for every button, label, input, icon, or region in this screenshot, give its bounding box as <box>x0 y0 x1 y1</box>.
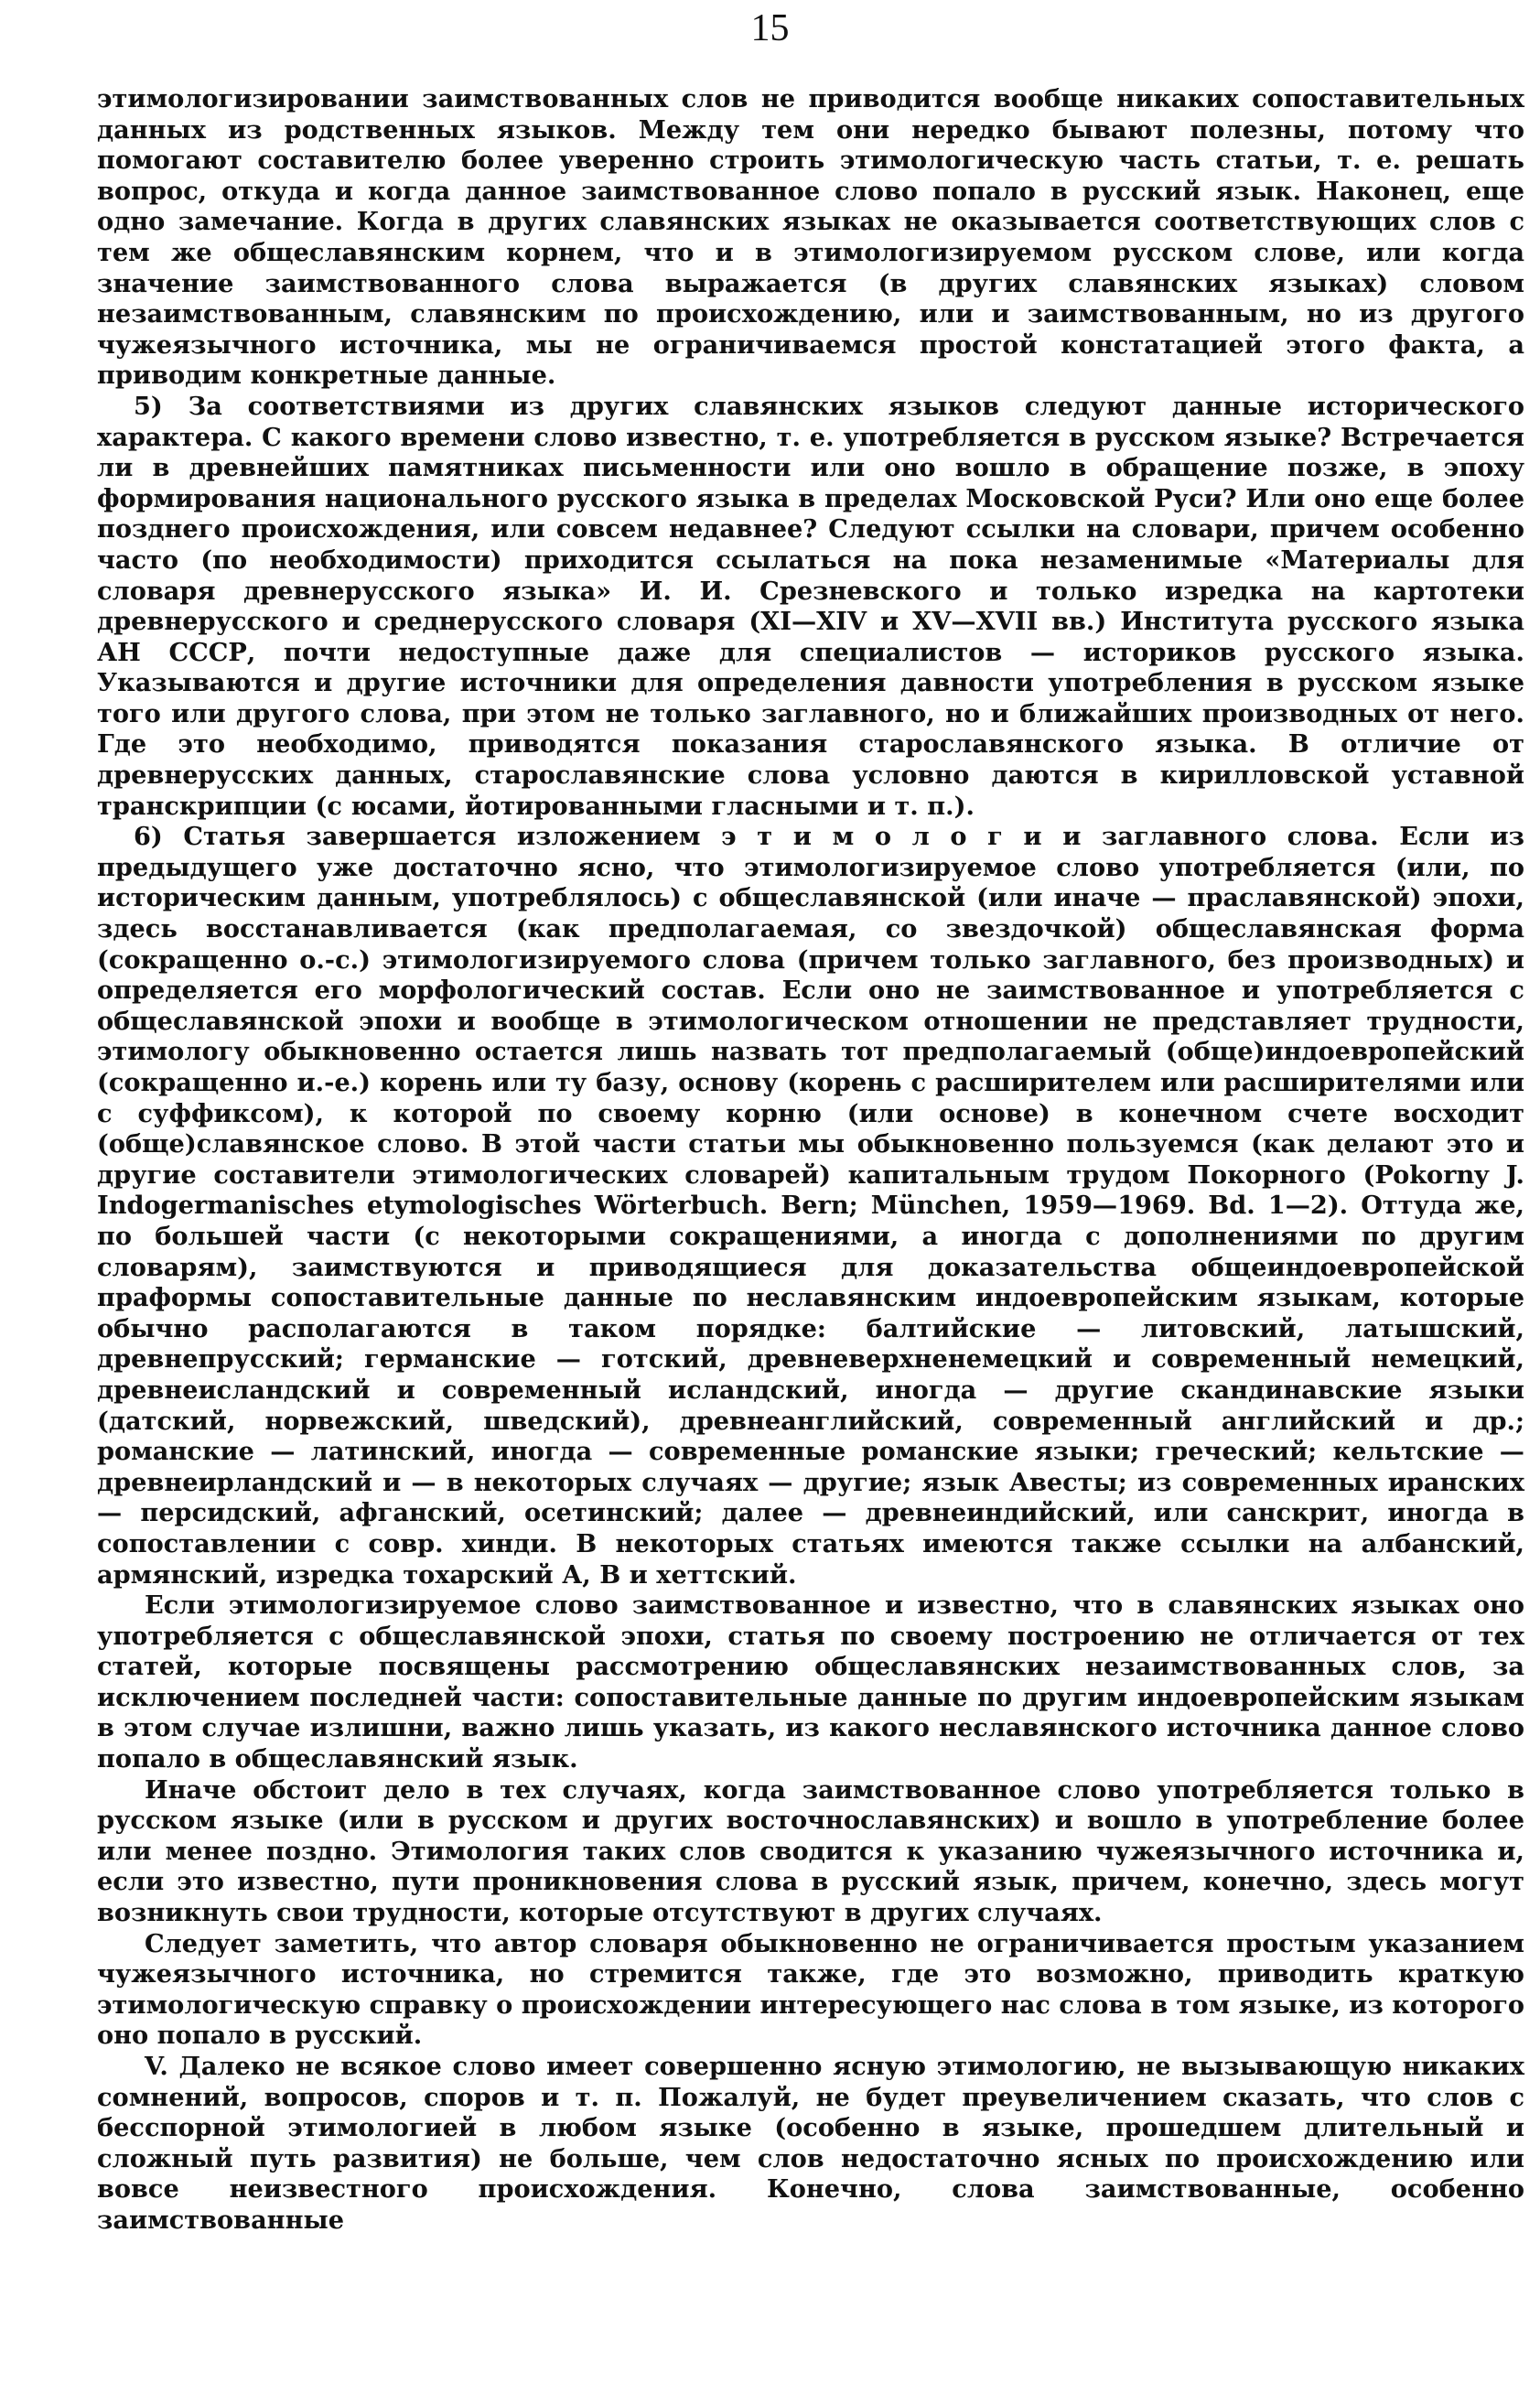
page-number: 15 <box>750 7 790 49</box>
paragraph: Если этимологизируемое слово заимствованное и известно, что в славянских языках оно употребляется с общеславянской эпохи, статья по своему построению не отличается от тех статей, которые посвящены рассмотрению общеславянских незаимствованных слов, за исключением последней части: сопоставительные данные по другим индоевропейским языкам в этом случае излишни, важно лишь указать, из какого неславянского источника данное слово попало в общеславянский язык. <box>97 1590 1524 1774</box>
paragraph: 6) Статья завершается изложением э т и м о л о г и и заглавного слова. Если из предыдущего уже достаточно ясно, что этимологизируемое слово употребляется (или, по историческим данным, употреблялось) с общеславянской (или иначе — праславянской) эпохи, здесь восстанавливается (как предполагаемая, со звездочкой) общеславянская форма (сокращенно о.-с.) этимологизируемого слова (причем только заглавного, без производных) и определяется его морфологический состав. Если оно не заимствованное и употребляется с общеславянской эпохи и вообще в этимологическом отношении не представляет трудности, этимологу обыкновенно остается лишь назвать тот предполагаемый (обще)индоевропейский (сокращенно и.-е.) корень или ту базу, основу (корень с расширителем или расширителями или с суффиксом), к которой по своему корню (или основе) в конечном счете восходит (обще)славянское слово. В этой части статьи мы обыкновенно пользуемся (как делают это и другие составители этимологических словарей) капитальным трудом Покорного (Pokorny J. Indogermanisches etymologisches Wörterbuch. Bern; München, 1959—1969. Bd. 1—2). Оттуда же, по большей части (с некоторыми сокращениями, а иногда с дополнениями по другим словарям), заимствуются и приводящиеся для доказательства общеиндоевропейской праформы сопоставительные данные по неславянским индоевропейским языкам, которые обычно располагаются в таком порядке: балтийские — литовский, латышский, древнепрусский; германские — готский, древневерхненемецкий и современный немецкий, древнеисландский и современный исландский, иногда — другие скандинавские языки (датский, норвежский, шведский), древнеанглийский, современный английский и др.; романские — латинский, иногда — современные романские языки; греческий; кельтские — древнеирландский и — в некоторых случаях — другие; язык Авесты; из современных иранских — персидский, афганский, осетинский; далее — древнеиндийский, или санскрит, иногда в сопоставлении с совр. хинди. В некоторых статьях имеются также ссылки на албанский, армянский, изредка тохарский А, В и хеттский. <box>97 822 1524 1590</box>
paragraph: V. Далеко не всякое слово имеет совершенно ясную этимологию, не вызывающую никаких сомнений, вопросов, споров и т. п. Пожалуй, не будет преувеличением сказать, что слов с бесспорной этимологией в любом языке (особенно в языке, прошедшем длительный и сложный путь развития) не больше, чем слов недостаточно ясных по происхождению или вовсе неизвестного происхождения. Конечно, слова заимствованные, особенно заимствованные <box>97 2052 1524 2235</box>
paragraph: Иначе обстоит дело в тех случаях, когда заимствованное слово употребляется только в русском языке (или в русском и других восточнославянских) и вошло в употребление более или менее поздно. Этимология таких слов сводится к указанию чужеязычного источника и, если это известно, пути проникновения слова в русский язык, причем, конечно, здесь могут возникнуть свои трудности, которые отсутствуют в других случаях. <box>97 1774 1524 1928</box>
paragraph: 5) За соответствиями из других славянских языков следуют данные исторического характера. С какого времени слово известно, т. е. употребляется в русском языке? Встречается ли в древнейших памятниках письменности или оно вошло в обращение позже, в эпоху формирования национального русского языка в пределах Московской Руси? Или оно еще более позднего происхождения, или совсем недавнее? Следуют ссылки на словари, причем особенно часто (по необходимости) приходится ссылаться на пока незаменимые «Материалы для словаря древнерусского языка» И. И. Срезневского и только изредка на картотеки древнерусского и среднерусского словаря (XI—XIV и XV—XVII вв.) Института русского языка АН СССР, почти недоступные даже для специалистов — историков русского языка. Указываются и другие источники для определения давности употребления в русском языке того или другого слова, при этом не только заглавного, но и ближайших производных от него. Где это необходимо, приводятся показания старославянского языка. В отличие от древнерусских данных, старославянские слова условно даются в кирилловской уставной транскрипции (с юсами, йотированными гласными и т. п.). <box>97 391 1524 821</box>
paragraph: этимологизировании заимствованных слов не приводится вообще никаких сопоставительных данных из родственных языков. Между тем они нередко бывают полезны, потому что помогают составителю более уверенно строить этимологическую часть статьи, т. е. решать вопрос, откуда и когда данное заимствованное слово попало в русский язык. Наконец, еще одно замечание. Когда в других славянских языках не оказывается соответствующих слов с тем же общеславянским корнем, что и в этимологизируемом русском слове, или когда значение заимствованного слова выражается (в других славянских языках) словом незаимствованным, славянским по происхождению, или и заимствованным, но из другого чужеязычного источника, мы не ограничиваемся простой констатацией этого факта, а приводим конкретные данные. <box>97 84 1524 391</box>
paragraph: Следует заметить, что автор словаря обыкновенно не ограничивается простым указанием чужеязычного источника, но стремится также, где это возможно, приводить краткую этимологическую справку о происхождении интересующего нас слова в том языке, из которого оно попало в русский. <box>97 1928 1524 2051</box>
body-text <box>97 84 1524 2237</box>
